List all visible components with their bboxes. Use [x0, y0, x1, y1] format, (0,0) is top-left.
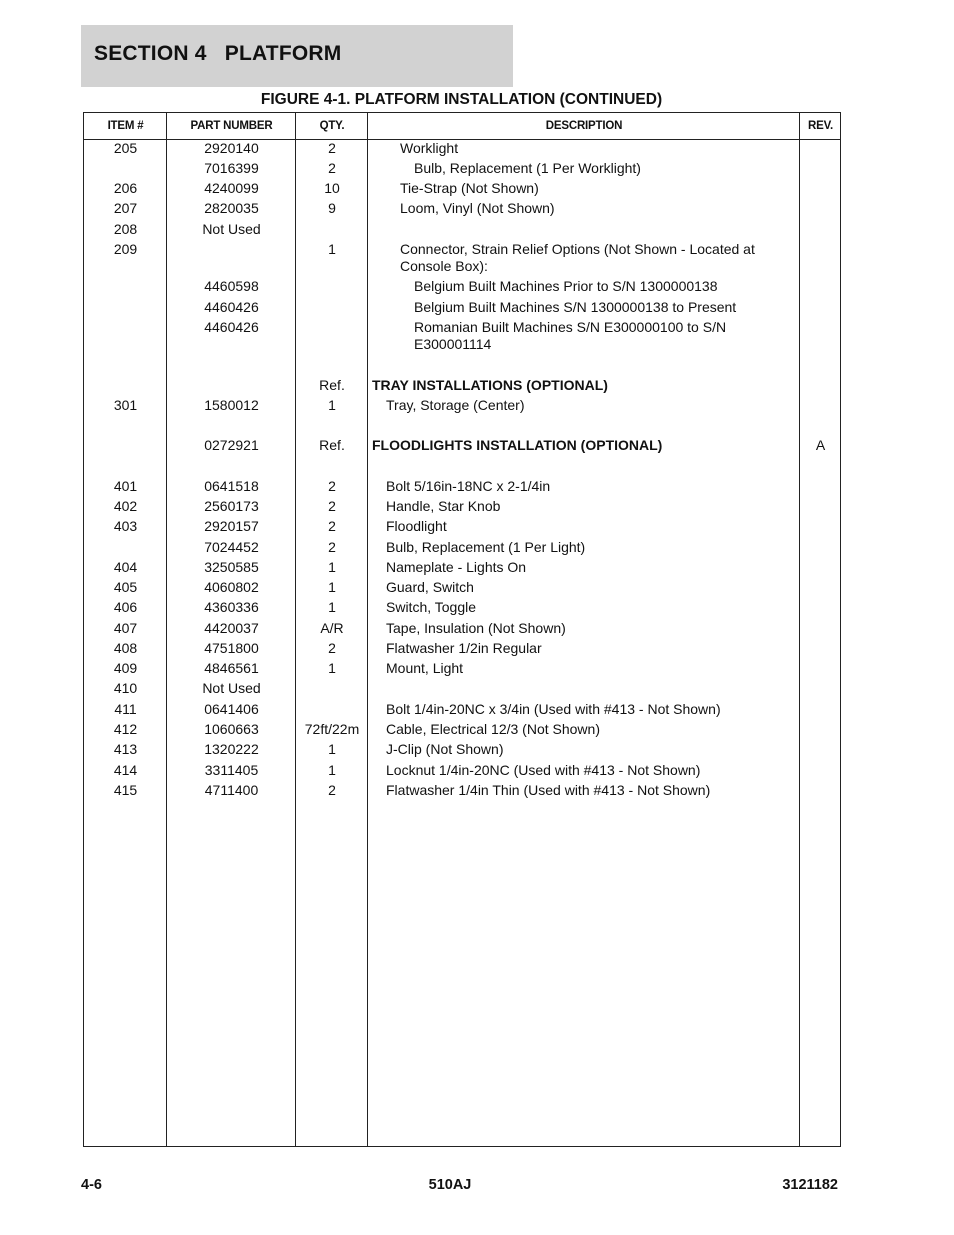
description-cell — [368, 620, 800, 637]
quantity-cell — [296, 241, 368, 258]
section-banner — [81, 25, 513, 87]
quantity-cell — [296, 498, 368, 515]
item-number-cell — [84, 680, 167, 697]
part-number-cell — [167, 721, 296, 738]
part-number: 0641518 — [204, 478, 259, 494]
description: Bolt 1/4in-20NC x 3/4in (Used with #413 - Not Shown) — [386, 701, 721, 717]
quantity: 1 — [328, 397, 336, 413]
quantity-cell — [296, 180, 368, 197]
item-number-cell — [84, 478, 167, 495]
description: Flatwasher 1/4in Thin (Used with #413 - Not Shown) — [386, 782, 711, 798]
quantity-cell — [296, 721, 368, 738]
item-number: 405 — [113, 579, 138, 595]
part-number-cell — [167, 539, 296, 556]
description: Guard, Switch — [386, 579, 474, 595]
quantity: 1 — [328, 241, 336, 257]
part-number: 4460598 — [204, 278, 259, 294]
item-number: 407 — [113, 620, 138, 636]
part-number-cell — [167, 180, 296, 197]
quantity: 2 — [328, 518, 336, 534]
description-cell — [368, 377, 800, 394]
part-number: 2560173 — [204, 498, 259, 514]
part-number-cell — [167, 498, 296, 515]
item-number: 301 — [113, 397, 138, 413]
part-number: 4060802 — [204, 579, 259, 595]
item-number: 403 — [113, 518, 138, 534]
description-cell — [368, 241, 800, 275]
part-number: 2920157 — [204, 518, 259, 534]
part-number: 1060663 — [204, 721, 259, 737]
quantity-cell — [296, 437, 368, 454]
description: Nameplate - Lights On — [386, 559, 527, 575]
item-number-cell — [84, 241, 167, 258]
part-number-cell — [167, 579, 296, 596]
quantity-cell — [296, 559, 368, 576]
part-number: Not Used — [202, 221, 261, 237]
item-number: 208 — [113, 221, 138, 237]
description-cell — [368, 437, 800, 454]
header-qty: QTY. — [319, 120, 345, 132]
part-number-cell — [167, 478, 296, 495]
quantity: A/R — [320, 620, 344, 636]
quantity: 1 — [328, 660, 336, 676]
part-number-cell — [167, 559, 296, 576]
description: Tape, Insulation (Not Shown) — [386, 620, 566, 636]
description-cell — [368, 640, 800, 657]
quantity-cell — [296, 640, 368, 657]
part-number: 4240099 — [204, 180, 259, 196]
quantity-cell — [296, 620, 368, 637]
description: Belgium Built Machines Prior to S/N 1300000138 — [414, 278, 718, 294]
item-number-cell — [84, 200, 167, 217]
description-cell — [368, 599, 800, 616]
description-cell — [368, 782, 800, 799]
description-cell — [368, 200, 800, 217]
footer-page-number: 4-6 — [81, 1177, 102, 1193]
part-number-cell — [167, 221, 296, 238]
header-rev: REV. — [808, 120, 833, 132]
quantity: Ref. — [319, 377, 345, 393]
part-number: 7024452 — [204, 539, 259, 555]
quantity-cell — [296, 478, 368, 495]
header-part-number: PART NUMBER — [190, 120, 273, 132]
item-number-cell — [84, 518, 167, 535]
part-number-cell — [167, 762, 296, 779]
description-cell — [368, 140, 800, 157]
header-item: ITEM # — [107, 120, 144, 132]
revision: A — [815, 437, 826, 453]
description-cell — [368, 559, 800, 576]
part-number-cell — [167, 278, 296, 295]
description: Tray, Storage (Center) — [386, 397, 525, 413]
part-number: 4751800 — [204, 640, 259, 656]
item-number: 406 — [113, 599, 138, 615]
item-number: 415 — [113, 782, 138, 798]
description: Locknut 1/4in-20NC (Used with #413 - Not Shown) — [386, 762, 701, 778]
description: Handle, Star Knob — [386, 498, 501, 514]
item-number: 401 — [113, 478, 138, 494]
quantity-cell — [296, 539, 368, 556]
part-number: 2820035 — [204, 200, 259, 216]
quantity-cell — [296, 782, 368, 799]
description: Worklight — [400, 140, 459, 156]
part-number: 4460426 — [204, 319, 259, 335]
quantity: Ref. — [319, 437, 345, 453]
description-cell — [368, 397, 800, 414]
part-number-cell — [167, 741, 296, 758]
item-number: 404 — [113, 559, 138, 575]
part-number: 4420037 — [204, 620, 259, 636]
description-cell — [368, 160, 800, 177]
quantity: 2 — [328, 539, 336, 555]
part-number: 2920140 — [204, 140, 259, 156]
revision-cell — [800, 437, 841, 454]
quantity: 2 — [328, 640, 336, 656]
figure-title: FIGURE 4-1. PLATFORM INSTALLATION (CONTINUED) — [260, 91, 663, 108]
description: Romanian Built Machines S/N E300000100 to S/N E300001114 — [414, 319, 727, 352]
part-number: 1580012 — [204, 397, 259, 413]
description-cell — [368, 278, 800, 295]
item-number: 205 — [113, 140, 138, 156]
description-cell — [368, 701, 800, 718]
item-number-cell — [84, 140, 167, 157]
part-number-cell — [167, 140, 296, 157]
part-number-cell — [167, 640, 296, 657]
description: Flatwasher 1/2in Regular — [386, 640, 542, 656]
item-number-cell — [84, 579, 167, 596]
part-number-cell — [167, 299, 296, 316]
item-number-cell — [84, 660, 167, 677]
description: Tie-Strap (Not Shown) — [400, 180, 539, 196]
item-number: 206 — [113, 180, 138, 196]
quantity: 2 — [328, 160, 336, 176]
quantity: 10 — [324, 180, 340, 196]
part-number-cell — [167, 599, 296, 616]
item-number-cell — [84, 559, 167, 576]
header-description: DESCRIPTION — [545, 120, 623, 132]
description: TRAY INSTALLATIONS (OPTIONAL) — [372, 377, 608, 393]
quantity: 2 — [328, 478, 336, 494]
description: Mount, Light — [386, 660, 464, 676]
quantity: 2 — [328, 498, 336, 514]
quantity: 2 — [328, 140, 336, 156]
part-number: Not Used — [202, 680, 261, 696]
part-number-cell — [167, 660, 296, 677]
part-number: 4360336 — [204, 599, 259, 615]
description-cell — [368, 478, 800, 495]
description-cell — [368, 518, 800, 535]
description: Cable, Electrical 12/3 (Not Shown) — [386, 721, 600, 737]
part-number: 0272921 — [204, 437, 259, 453]
item-number-cell — [84, 498, 167, 515]
quantity: 1 — [328, 579, 336, 595]
part-number: 3250585 — [204, 559, 259, 575]
description-cell — [368, 579, 800, 596]
part-number-cell — [167, 782, 296, 799]
quantity: 1 — [328, 559, 336, 575]
part-number-cell — [167, 680, 296, 697]
item-number: 402 — [113, 498, 138, 514]
description-cell — [368, 762, 800, 779]
description: Belgium Built Machines S/N 1300000138 to Present — [414, 299, 737, 315]
description: Floodlight — [386, 518, 447, 534]
item-number-cell — [84, 620, 167, 637]
description: Bulb, Replacement (1 Per Light) — [386, 539, 586, 555]
description-cell — [368, 498, 800, 515]
quantity-cell — [296, 741, 368, 758]
part-number: 4460426 — [204, 299, 259, 315]
quantity-cell — [296, 377, 368, 394]
description: Bulb, Replacement (1 Per Worklight) — [414, 160, 641, 176]
quantity: 1 — [328, 762, 336, 778]
item-number-cell — [84, 221, 167, 238]
description: J-Clip (Not Shown) — [386, 741, 504, 757]
table-header-row — [84, 113, 840, 140]
part-number: 7016399 — [204, 160, 259, 176]
quantity-cell — [296, 397, 368, 414]
quantity-cell — [296, 160, 368, 177]
part-number-cell — [167, 319, 296, 336]
part-number: 1320222 — [204, 741, 259, 757]
item-number: 209 — [113, 241, 138, 257]
item-number-cell — [84, 640, 167, 657]
item-number: 412 — [113, 721, 138, 737]
description: Bolt 5/16in-18NC x 2-1/4in — [386, 478, 551, 494]
item-number-cell — [84, 762, 167, 779]
quantity-cell — [296, 762, 368, 779]
part-number-cell — [167, 518, 296, 535]
part-number: 0641406 — [204, 701, 259, 717]
description-cell — [368, 721, 800, 738]
quantity: 2 — [328, 782, 336, 798]
quantity-cell — [296, 518, 368, 535]
description-cell — [368, 741, 800, 758]
quantity: 1 — [328, 599, 336, 615]
description: Switch, Toggle — [386, 599, 477, 615]
quantity: 9 — [328, 200, 336, 216]
quantity-cell — [296, 140, 368, 157]
description-cell — [368, 660, 800, 677]
quantity-cell — [296, 599, 368, 616]
part-number: 4846561 — [204, 660, 259, 676]
description-cell — [368, 180, 800, 197]
part-number-cell — [167, 437, 296, 454]
part-number-cell — [167, 397, 296, 414]
item-number-cell — [84, 721, 167, 738]
item-number: 411 — [114, 701, 137, 717]
description: FLOODLIGHTS INSTALLATION (OPTIONAL) — [372, 437, 663, 453]
part-number-cell — [167, 160, 296, 177]
description-cell — [368, 539, 800, 556]
part-number: 4711400 — [204, 782, 259, 798]
part-number-cell — [167, 701, 296, 718]
footer-model: 510AJ — [428, 1177, 472, 1193]
item-number-cell — [84, 397, 167, 414]
table-body — [84, 140, 840, 1146]
item-number: 409 — [113, 660, 138, 676]
footer-doc-number: 3121182 — [782, 1177, 838, 1193]
part-number-cell — [167, 200, 296, 217]
description: Loom, Vinyl (Not Shown) — [400, 200, 555, 216]
item-number-cell — [84, 180, 167, 197]
description-cell — [368, 319, 800, 353]
item-number-cell — [84, 782, 167, 799]
part-number-cell — [167, 620, 296, 637]
item-number: 414 — [113, 762, 138, 778]
item-number-cell — [84, 599, 167, 616]
quantity-cell — [296, 579, 368, 596]
description: Connector, Strain Relief Options (Not Shown - Located at Console Box): — [400, 241, 755, 274]
section-title: SECTION 4 PLATFORM — [94, 42, 342, 65]
description-cell — [368, 299, 800, 316]
quantity: 72ft/22m — [304, 721, 360, 737]
item-number-cell — [84, 701, 167, 718]
part-number: 3311405 — [204, 762, 259, 778]
item-number: 408 — [113, 640, 138, 656]
item-number: 413 — [113, 741, 138, 757]
item-number-cell — [84, 741, 167, 758]
item-number: 207 — [113, 200, 138, 216]
item-number: 410 — [113, 680, 138, 696]
quantity: 1 — [328, 741, 336, 757]
parts-table — [83, 112, 841, 1147]
quantity-cell — [296, 200, 368, 217]
quantity-cell — [296, 660, 368, 677]
